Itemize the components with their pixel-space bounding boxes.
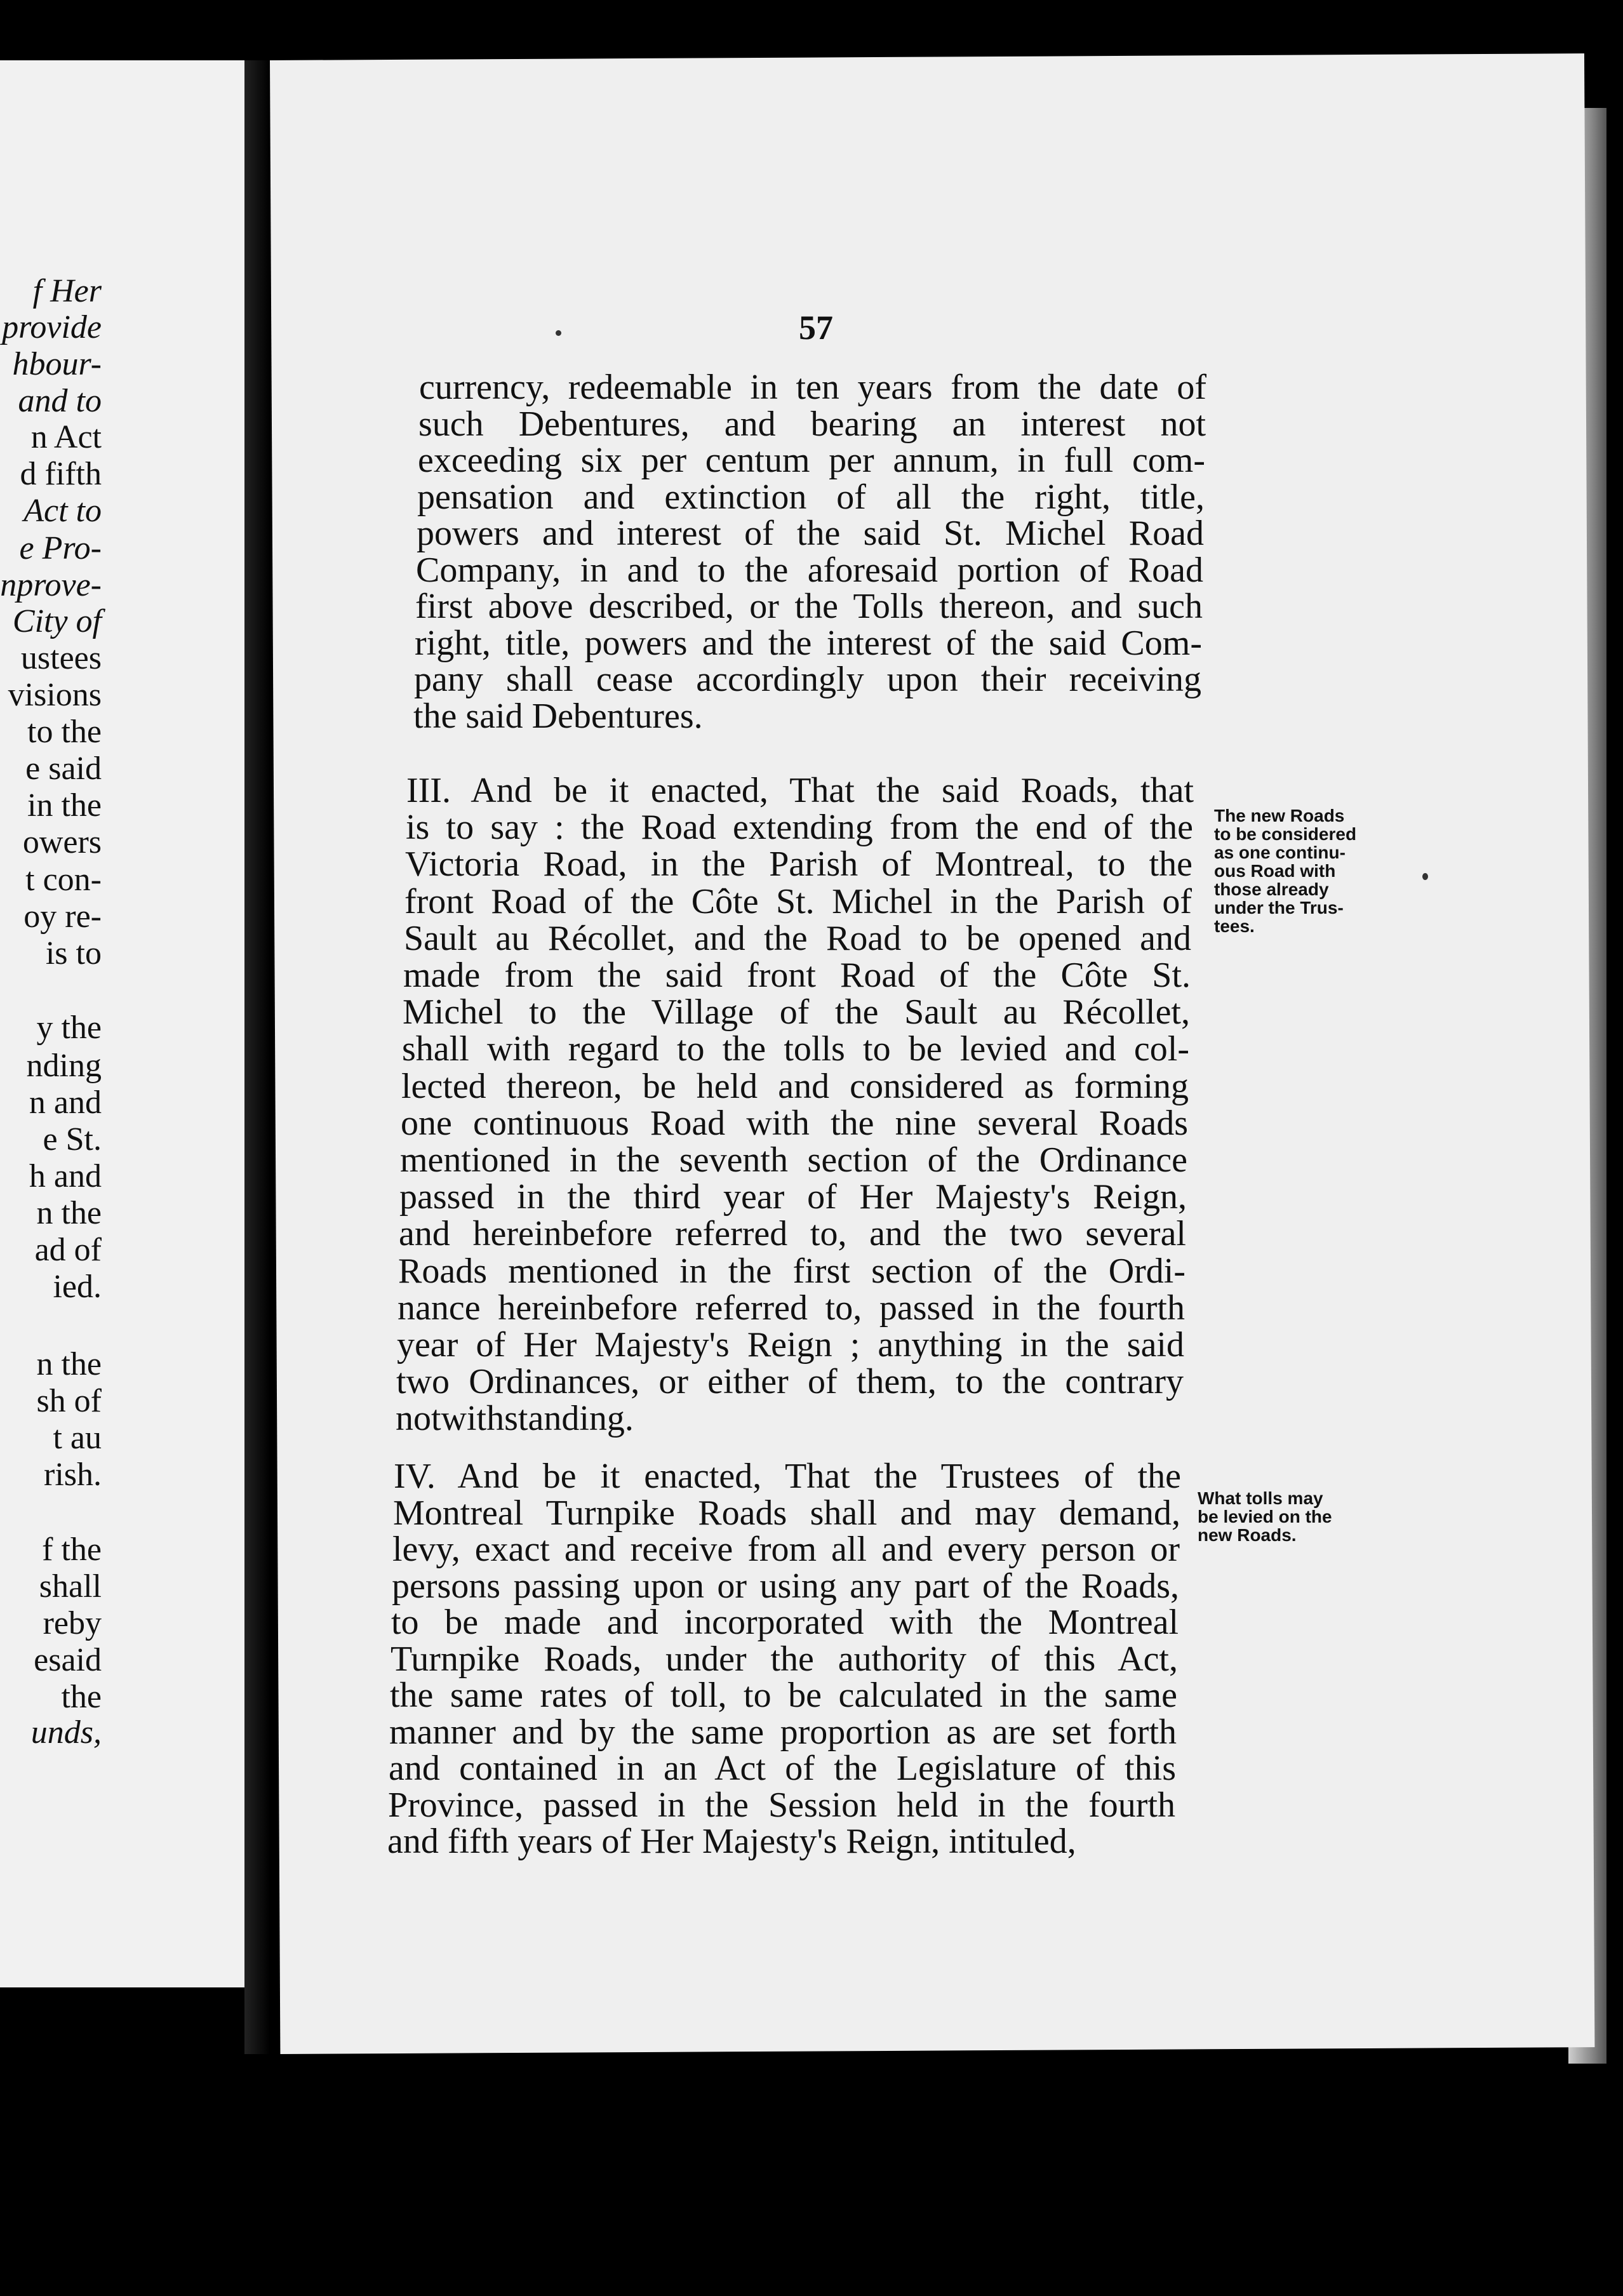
margin-note <box>1214 806 1373 935</box>
text-line: notwithstanding. <box>396 1399 634 1439</box>
text-line: III. And be it enacted, That the said Roads, that <box>406 771 1194 810</box>
text-line: and fifth years of Her Majesty's Reign, intituled, <box>387 1822 1076 1861</box>
left-page-line: rish. <box>44 1457 102 1493</box>
text-line: passed in the third year of Her Majesty's Reign, <box>399 1177 1187 1217</box>
page-gutter <box>244 60 270 2054</box>
text-line: year of Her Majesty's Reign ; anything in the said <box>397 1325 1184 1365</box>
margin-note-line: ous Road with <box>1214 861 1336 881</box>
text-line: IV. And be it enacted, That the Trustees of the <box>394 1457 1181 1496</box>
text-line: manner and by the same proportion as are set forth <box>389 1712 1177 1752</box>
left-page-line: ied. <box>53 1269 102 1305</box>
speck <box>556 330 561 336</box>
left-page-line: owers <box>22 824 102 860</box>
left-page-line: provide <box>2 309 102 345</box>
left-page-line: e St. <box>43 1121 102 1158</box>
text-line: first above described, or the Tolls thereon, and such <box>415 587 1203 626</box>
margin-note-line: as one continu- <box>1214 843 1346 862</box>
text-line: right, title, powers and the interest of the said Com- <box>415 623 1202 663</box>
left-page-line: visions <box>8 677 102 713</box>
text-line: one continuous Road with the nine several Roads <box>401 1103 1188 1143</box>
left-page-line: hbour- <box>12 346 102 382</box>
left-page-line: n Act <box>30 419 102 455</box>
text-line: lected thereon, be held and considered as forming <box>401 1066 1189 1106</box>
left-page-line: and to <box>18 383 102 419</box>
left-page <box>0 60 244 1987</box>
left-page-line: y the <box>36 1010 102 1046</box>
left-page-line: e said <box>25 751 102 787</box>
left-page-line: unds, <box>30 1714 102 1751</box>
page-number: 57 <box>799 309 833 347</box>
left-page-line: d fifth <box>20 456 102 492</box>
text-line: the same rates of toll, to be calculated in the same <box>390 1676 1177 1715</box>
speck <box>1422 873 1428 880</box>
text-line: Province, passed in the Session held in the fourth <box>388 1785 1175 1825</box>
left-page-line: the <box>61 1679 102 1715</box>
text-line: mentioned in the seventh section of the Ordinance <box>400 1140 1187 1180</box>
text-line: the said Debentures. <box>413 696 703 736</box>
margin-note-line: The new Roads <box>1214 806 1345 825</box>
margin-note-line: under the Trus- <box>1214 898 1344 918</box>
text-line: to be made and incorporated with the Montreal <box>391 1603 1179 1642</box>
left-page-line: reby <box>43 1605 102 1641</box>
text-line: Company, in and to the aforesaid portion of Road <box>416 550 1203 590</box>
text-line: powers and interest of the said St. Michel Road <box>417 514 1204 553</box>
left-page-line: oy re- <box>23 898 102 935</box>
margin-note-line: be levied on the <box>1198 1507 1332 1526</box>
left-page-line: e Pro- <box>19 530 102 566</box>
left-page-line: t con- <box>25 862 102 898</box>
text-line: two Ordinances, or either of them, to the contrary <box>396 1362 1184 1402</box>
left-page-line: in the <box>27 787 102 824</box>
text-line: Montreal Turnpike Roads shall and may demand, <box>393 1493 1180 1533</box>
margin-note-line: tees. <box>1214 916 1255 936</box>
text-line: front Road of the Côte St. Michel in the Parish of <box>404 881 1192 921</box>
text-line: Turnpike Roads, under the authority of this Act, <box>391 1639 1178 1679</box>
left-page-line: t au <box>53 1420 102 1456</box>
left-page-line: shall <box>39 1568 102 1605</box>
text-line: is to say : the Road extending from the end of the <box>406 808 1193 848</box>
left-page-line: nding <box>26 1048 102 1084</box>
left-page-line: sh of <box>36 1383 102 1419</box>
margin-note-line: new Roads. <box>1198 1525 1297 1545</box>
left-page-line: ustees <box>20 640 102 676</box>
text-line: Roads mentioned in the first section of the Ordi- <box>398 1251 1186 1291</box>
left-page-line: to the <box>27 714 102 750</box>
margin-note <box>1198 1489 1356 1544</box>
left-page-line: City of <box>12 603 102 639</box>
text-line: Sault au Récollet, and the Road to be opened and <box>404 918 1191 958</box>
text-line: levy, exact and receive from all and every person or <box>392 1530 1180 1569</box>
text-line: and contained in an Act of the Legislature of this <box>389 1749 1176 1788</box>
margin-note-line: to be considered <box>1214 824 1357 844</box>
text-line: made from the said front Road of the Côte St. <box>403 956 1191 995</box>
left-page-line: is to <box>45 935 102 971</box>
margin-note-line: What tolls may <box>1198 1488 1323 1508</box>
text-line: currency, redeemable in ten years from the date of <box>419 368 1206 407</box>
text-line: pany shall cease accordingly upon their receiving <box>414 660 1201 699</box>
text-line: Michel to the Village of the Sault au Récollet, <box>403 992 1190 1032</box>
left-page-line: h and <box>29 1158 102 1194</box>
left-page-line: f the <box>42 1532 102 1568</box>
left-page-line: n the <box>36 1195 102 1231</box>
left-page-line: esaid <box>34 1642 102 1678</box>
text-line: such Debentures, and bearing an interest not <box>418 404 1206 444</box>
text-line: shall with regard to the tolls to be levied and col- <box>402 1029 1189 1069</box>
left-page-line: Act to <box>23 493 102 529</box>
left-page-line: n and <box>29 1085 102 1121</box>
left-page-line: f Her <box>32 273 102 309</box>
text-line: pensation and extinction of all the right, title, <box>417 477 1205 517</box>
left-page-line: nprove- <box>0 567 102 603</box>
margin-note-line: those already <box>1214 879 1329 899</box>
text-line: and hereinbefore referred to, and the two several <box>399 1214 1186 1254</box>
left-page-line: ad of <box>34 1232 102 1268</box>
text-line: persons passing upon or using any part of the Roads, <box>392 1566 1179 1606</box>
text-line: Victoria Road, in the Parish of Montreal, to the <box>405 844 1192 884</box>
text-line: nance hereinbefore referred to, passed in the fourth <box>397 1288 1185 1328</box>
left-page-line: n the <box>36 1346 102 1382</box>
text-line: exceeding six per centum per annum, in full com- <box>418 441 1205 480</box>
